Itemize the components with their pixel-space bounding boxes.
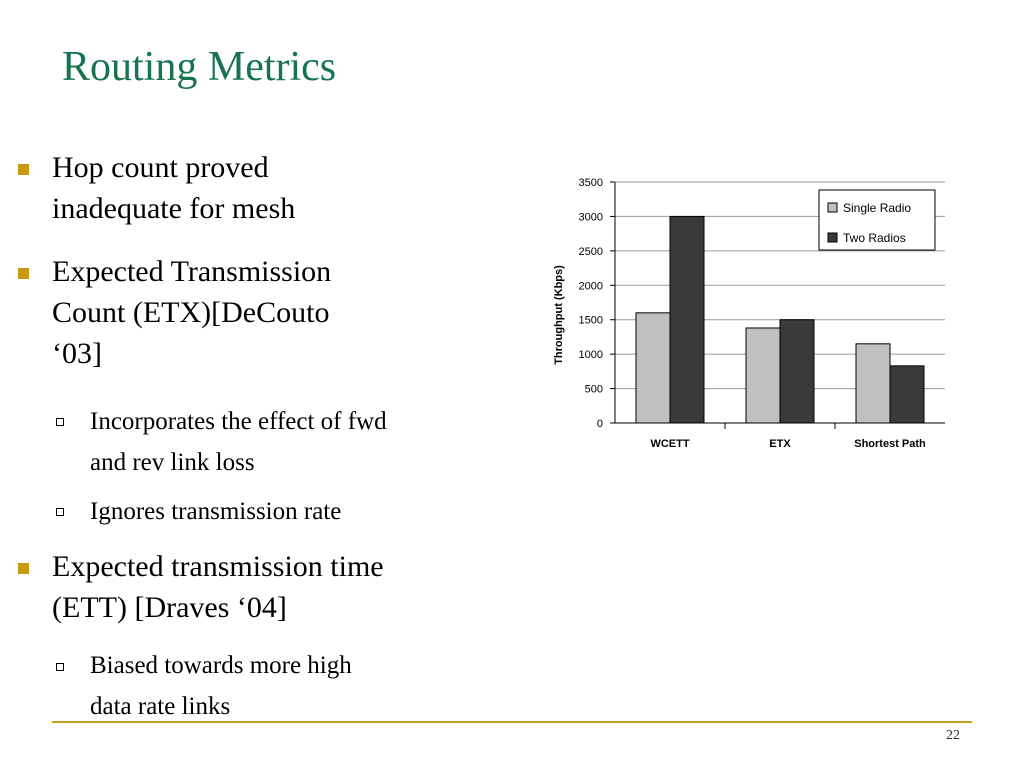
page-number: 22: [946, 728, 960, 743]
sub-bullet-3-1: [90, 645, 520, 727]
sub-bullet-2-1: [90, 401, 520, 483]
bullet-2-line-2: Count (ETX)[DeCouto: [52, 296, 330, 329]
bullet-3: [52, 546, 512, 628]
bar-1-1: [780, 320, 814, 423]
y-tick-label: 500: [584, 383, 603, 396]
bullet-2: [52, 251, 512, 374]
x-category-label: ETX: [769, 438, 791, 450]
bullet-3-line-2: (ETT) [Draves ‘04]: [52, 591, 287, 624]
sub-bullet-marker-icon: [56, 418, 64, 426]
legend-entry: Single Radio: [843, 201, 912, 215]
bullet-2-line-3: ‘03]: [52, 337, 102, 370]
y-tick-label: 1000: [578, 349, 603, 362]
y-tick-label: 3500: [578, 177, 603, 189]
bullet-3-line-1: Expected transmission time: [52, 550, 384, 583]
sub-bullet-2-1-line-2: and rev link loss: [90, 449, 255, 476]
chart-category-labels: [650, 438, 926, 450]
y-tick-label: 0: [596, 418, 603, 430]
throughput-bar-chart: [540, 170, 960, 470]
sub-bullet-2-2-line-1: Ignores transmission rate: [90, 498, 342, 525]
bullet-1-line-1: Hop count proved: [52, 151, 269, 184]
chart-tick-labels: [579, 177, 603, 430]
slide-title: Routing Metrics: [62, 44, 337, 90]
sub-bullet-3-1-line-1: Biased towards more high: [90, 652, 352, 679]
y-tick-label: 2500: [578, 245, 603, 258]
footer-divider: [52, 721, 972, 723]
y-tick-label: 2000: [578, 280, 603, 293]
bullet-2-line-1: Expected Transmission: [52, 255, 332, 288]
y-tick-label: 3000: [578, 211, 603, 224]
x-category-label: Shortest Path: [854, 438, 926, 450]
legend-swatch: [828, 233, 837, 242]
sub-bullet-2-2: [90, 491, 520, 532]
y-axis-label: Throughput (Kbps): [553, 265, 565, 365]
sub-bullet-3-1-line-2: data rate links: [90, 693, 231, 720]
bar-0-1: [746, 328, 780, 423]
bullet-marker-icon: [18, 268, 29, 279]
bullet-marker-icon: [18, 563, 29, 574]
sub-bullet-2-1-line-1: Incorporates the effect of fwd: [90, 408, 387, 435]
legend-entry: Two Radios: [843, 231, 906, 245]
sub-bullet-marker-icon: [56, 508, 64, 516]
chart-legend: [819, 190, 935, 250]
legend-swatch: [828, 203, 837, 212]
bar-0-0: [636, 313, 670, 423]
bar-1-0: [670, 216, 704, 423]
y-tick-label: 1500: [578, 314, 603, 327]
bar-1-2: [890, 366, 924, 423]
bullet-marker-icon: [18, 164, 29, 175]
bar-0-2: [856, 344, 890, 423]
bullet-1: [52, 147, 512, 229]
x-category-label: WCETT: [650, 438, 690, 450]
bullet-1-line-2: inadequate for mesh: [52, 192, 296, 225]
sub-bullet-marker-icon: [56, 663, 64, 671]
